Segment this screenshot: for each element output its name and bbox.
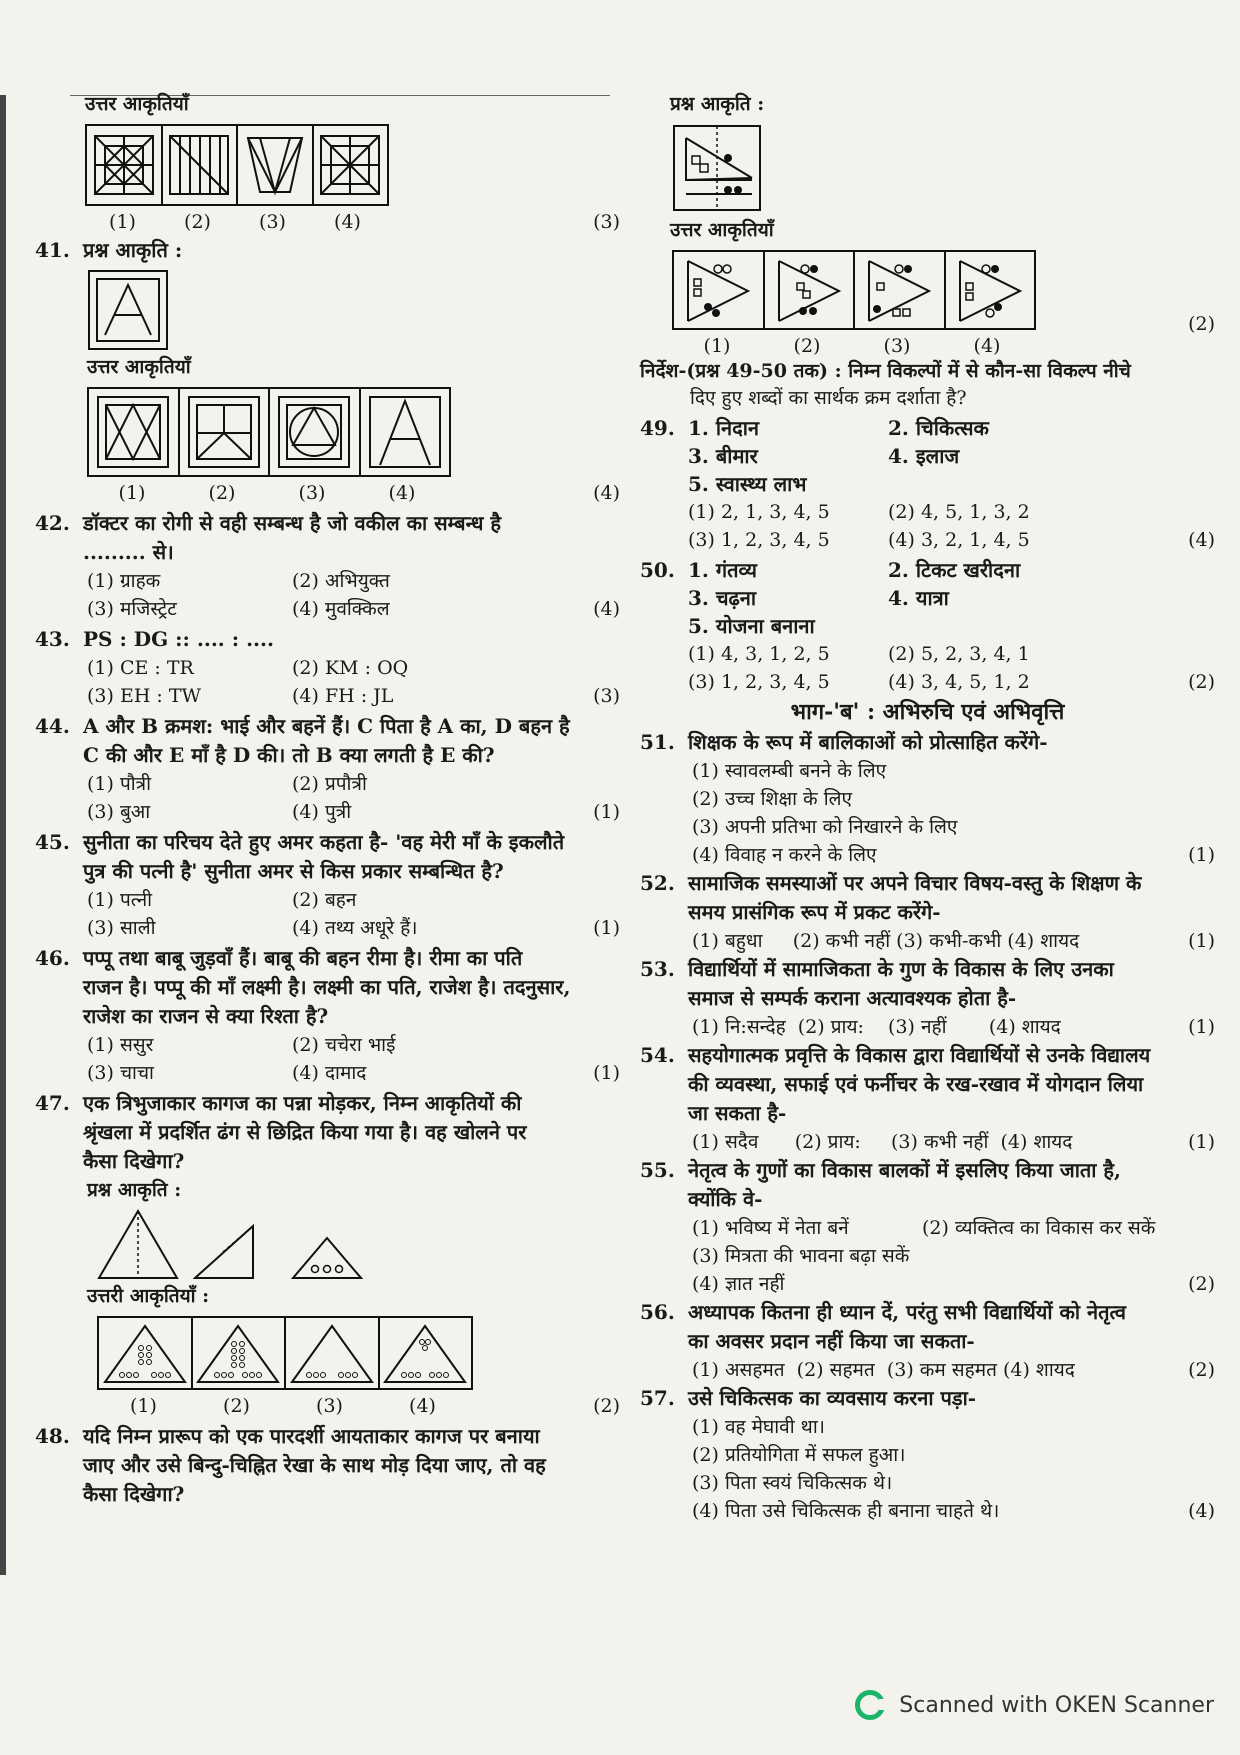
q54-options: (1) सदैव (2) प्राय: (3) कभी नहीं (4) शायद [692, 1131, 1073, 1153]
option-1: (1) CE : TR [87, 657, 194, 679]
question-text-line-1: सहयोगात्मक प्रवृत्ति के विकास द्वारा विद्यार्थियों से उनके विद्यालय [688, 1043, 1151, 1067]
page-edge-shadow [0, 95, 6, 1575]
question-text-line-3: जा सकता है- [688, 1101, 787, 1125]
q57-options [640, 1413, 1215, 1525]
question-41 [35, 236, 620, 265]
option-4: (4) 3, 2, 1, 4, 5 [888, 529, 1030, 551]
question-52 [640, 869, 1215, 927]
q42-options [35, 567, 620, 623]
option-2: (2) अभियुक्त [292, 570, 390, 592]
option-2: (2) प्रतियोगिता में सफल हुआ। [692, 1444, 906, 1466]
option-3: (3) 1, 2, 3, 4, 5 [688, 671, 830, 693]
answer: (1) [1188, 1131, 1215, 1153]
q47-num-2: (2) [223, 1395, 250, 1417]
question-56 [640, 1298, 1215, 1356]
word-1: 1. निदान [688, 416, 760, 440]
fig48-num-3: (3) [883, 335, 911, 357]
scanner-text: Scanned with OKEN Scanner [899, 1692, 1214, 1718]
question-text-line-1: पप्पू तथा बाबू जुड़वाँ हैं। बाबू की बहन रीमा है। रीमा का पति [83, 946, 523, 970]
q47-option-1 [99, 1318, 193, 1388]
fig40-option-1 [87, 126, 163, 204]
answer: (1) [1188, 930, 1215, 952]
answer: (1) [1188, 844, 1215, 866]
q56-options: (1) असहमत (2) सहमत (3) कम सहमत (4) शायद [692, 1359, 1075, 1381]
question-text-line-3: कैसा दिखेगा? [83, 1482, 185, 1506]
answer: (2) [1188, 1273, 1215, 1295]
question-text-line-2: क्योंकि वे- [688, 1187, 763, 1211]
fig48-option-2 [765, 252, 856, 328]
q41-option-3 [270, 389, 361, 475]
question-text-line-2: की व्यवस्था, सफाई एवं फर्नीचर के रख-रखाव में योगदान लिया [688, 1072, 1144, 1096]
q52-options: (1) बहुधा (2) कभी नहीं (3) कभी-कभी (4) शायद [692, 930, 1080, 952]
question-number: 46. [35, 946, 70, 970]
q41-answer-label: उत्तर आकृतियाँ [87, 356, 191, 378]
option-4: (4) पुत्री [292, 801, 352, 823]
answer: (1) [593, 917, 620, 939]
q47-question-label: प्रश्न आकृति : [87, 1179, 182, 1201]
scanner-watermark [855, 1690, 1214, 1720]
q41-num-4: (4) [388, 482, 416, 504]
q51-options [640, 757, 1215, 869]
option-4: (4) दामाद [292, 1062, 367, 1084]
q45-options [35, 886, 620, 942]
question-number: 43. [35, 627, 70, 651]
question-53 [640, 955, 1215, 1013]
question-46 [35, 944, 620, 1031]
question-number: 57. [640, 1386, 675, 1410]
question-text-line-1: A और B क्रमश: भाई और बहनें हैं। C पिता है A का, D बहन है [83, 714, 570, 738]
option-3: (3) पिता स्वयं चिकित्सक थे। [692, 1472, 893, 1494]
option-3: (3) साली [87, 917, 156, 939]
question-number: 56. [640, 1300, 675, 1324]
question-text-line-2: राजन है। पप्पू की माँ लक्ष्मी है। लक्ष्मी का पति, राजेश है। तदनुसार, [83, 975, 571, 999]
q47-triangle-full [97, 1208, 179, 1280]
option-1: (1) ग्राहक [87, 570, 161, 592]
word-3: 3. चढ़ना [688, 586, 757, 610]
question-text-line-2: श्रृंखला में प्रदर्शित ढंग से छिद्रित किया गया है। वह खोलने पर [83, 1120, 527, 1144]
section-heading: भाग-'ब' : अभिरुचि एवं अभिवृत्ति [790, 699, 1065, 725]
option-2: (2) 5, 2, 3, 4, 1 [888, 643, 1030, 665]
fig48-num-2: (2) [793, 335, 821, 357]
question-49 [640, 414, 1215, 554]
fig40-option-4 [314, 126, 388, 204]
question-text: PS : DG :: .... : .... [83, 627, 274, 651]
answer: (1) [1188, 1016, 1215, 1038]
question-text-line-2: जाए और उसे बिन्दु-चिह्नित रेखा के साथ मोड़ दिया जाए, तो वह [83, 1453, 546, 1477]
question-number: 49. [640, 416, 675, 440]
option-1: (1) पौत्री [87, 773, 152, 795]
question-number: 55. [640, 1158, 675, 1182]
option-4: (4) ज्ञात नहीं [692, 1273, 785, 1295]
option-2: (2) चचेरा भाई [292, 1034, 396, 1056]
question-50 [640, 556, 1215, 696]
q47-answer-label: उत्तरी आकृतियाँ : [87, 1285, 210, 1307]
option-1: (1) पत्नी [87, 889, 153, 911]
q41-option-4 [361, 389, 450, 475]
question-text-line-1: सुनीता का परिचय देते हुए अमर कहता है- 'वह मेरी माँ के इकलौते [83, 830, 565, 854]
option-1: (1) 2, 1, 3, 4, 5 [688, 501, 830, 523]
question-text-line-1: डॉक्टर का रोगी से वही सम्बन्ध है जो वकील का सम्बन्ध है [83, 511, 501, 535]
q41-question-figure [87, 269, 169, 351]
right-column [640, 90, 1215, 1525]
option-3: (3) बुआ [87, 801, 151, 823]
fig48-answer: (2) [1188, 313, 1215, 335]
left-column [35, 90, 620, 1509]
question-47 [35, 1089, 620, 1176]
option-4: (4) पिता उसे चिकित्सक ही बनाना चाहते थे। [692, 1500, 1000, 1522]
fig40-answer: (3) [593, 211, 620, 233]
word-3: 3. बीमार [688, 444, 758, 468]
answer: (1) [593, 801, 620, 823]
q47-num-1: (1) [130, 1395, 157, 1417]
question-text: उसे चिकित्सक का व्यवसाय करना पड़ा- [688, 1386, 977, 1410]
option-2: (2) प्रपौत्री [292, 773, 367, 795]
fig40-num-3: (3) [259, 211, 286, 233]
question-51 [640, 728, 1215, 757]
question-text-line-1: सामाजिक समस्याओं पर अपने विचार विषय-वस्तु के शिक्षण के [688, 871, 1142, 895]
word-1: 1. गंतव्य [688, 558, 757, 582]
q41-num-3: (3) [298, 482, 326, 504]
fig48-num-1: (1) [703, 335, 731, 357]
fig40-num-2: (2) [184, 211, 211, 233]
fig48-num-4: (4) [973, 335, 1001, 357]
fig48-question-label: प्रश्न आकृति : [670, 93, 765, 115]
option-2: (2) बहन [292, 889, 357, 911]
q46-options [35, 1031, 620, 1087]
question-55 [640, 1156, 1215, 1214]
q47-option-2 [193, 1318, 287, 1388]
fig48-answer-label: उत्तर आकृतियाँ [670, 219, 774, 241]
question-text-line-3: राजेश का राजन से क्या रिश्ता है? [83, 1004, 329, 1028]
question-number: 47. [35, 1091, 70, 1115]
question-48 [35, 1422, 620, 1509]
q43-options [35, 654, 620, 710]
option-3: (3) मजिस्ट्रेट [87, 598, 177, 620]
option-1: (1) भविष्य में नेता बनें [692, 1217, 849, 1239]
question-57 [640, 1384, 1215, 1413]
word-4: 4. इलाज [888, 444, 960, 468]
option-4: (4) विवाह न करने के लिए [692, 844, 877, 866]
option-4: (4) 3, 4, 5, 1, 2 [888, 671, 1030, 693]
option-1: (1) स्वावलम्बी बनने के लिए [692, 760, 887, 782]
q41-answer: (4) [593, 482, 620, 504]
q53-options: (1) नि:सन्देह (2) प्राय: (3) नहीं (4) शायद [692, 1016, 1061, 1038]
question-text-line-2: का अवसर प्रदान नहीं किया जा सकता- [688, 1329, 975, 1353]
question-text-line-3: कैसा दिखेगा? [83, 1149, 185, 1173]
option-4: (4) तथ्य अधूरे हैं। [292, 917, 418, 939]
q47-option-4 [380, 1318, 472, 1388]
word-5: 5. योजना बनाना [688, 614, 815, 638]
option-2: (2) KM : OQ [292, 657, 409, 679]
direction-line-1: निर्देश-(प्रश्न 49-50 तक) : निम्न विकल्पों में से कौन-सा विकल्प नीचे [640, 360, 1131, 382]
question-number: 54. [640, 1043, 675, 1067]
question-number: 51. [640, 730, 675, 754]
answer: (4) [593, 598, 620, 620]
answer: (2) [1188, 1359, 1215, 1381]
question-number: 45. [35, 830, 70, 854]
q41-option-1 [89, 389, 180, 475]
answer: (4) [1188, 1500, 1215, 1522]
option-2: (2) 4, 5, 1, 3, 2 [888, 501, 1030, 523]
word-4: 4. यात्रा [888, 586, 949, 610]
fig40-option-2 [163, 126, 239, 204]
q47-triangle-folded [193, 1208, 255, 1280]
oken-logo-icon [855, 1690, 885, 1720]
question-number: 44. [35, 714, 70, 738]
fig48-question-figure [672, 124, 762, 212]
fig40-num-4: (4) [334, 211, 361, 233]
word-2: 2. चिकित्सक [888, 416, 989, 440]
q41-option-2 [180, 389, 271, 475]
question-number: 50. [640, 558, 675, 582]
option-1: (1) ससुर [87, 1034, 154, 1056]
question-text-line-2: C की और E माँ है D की। तो B क्या लगती है E की? [83, 743, 495, 767]
fig40-answer-figures [85, 124, 389, 206]
option-3: (3) EH : TW [87, 685, 202, 707]
answer: (1) [593, 1062, 620, 1084]
question-43 [35, 625, 620, 654]
option-3: (3) अपनी प्रतिभा को निखारने के लिए [692, 816, 958, 838]
question-54 [640, 1041, 1215, 1128]
option-3: (3) चाचा [87, 1062, 154, 1084]
q41-num-1: (1) [118, 482, 146, 504]
option-4: (4) मुवक्किल [292, 598, 390, 620]
q47-num-3: (3) [316, 1395, 343, 1417]
option-2: (2) उच्च शिक्षा के लिए [692, 788, 852, 810]
word-2: 2. टिकट खरीदना [888, 558, 1021, 582]
q44-options [35, 770, 620, 826]
question-text: प्रश्न आकृति : [83, 238, 183, 262]
option-4: (4) FH : JL [292, 685, 394, 707]
fig48-option-4 [946, 252, 1035, 328]
q55-options [640, 1214, 1215, 1298]
option-1: (1) वह मेघावी था। [692, 1416, 825, 1438]
option-1: (1) 4, 3, 1, 2, 5 [688, 643, 830, 665]
direction-line-2: दिए हुए शब्दों का सार्थक क्रम दर्शाता है? [690, 387, 967, 409]
question-42 [35, 509, 620, 567]
fig48-option-3 [855, 252, 946, 328]
q47-answer: (2) [593, 1395, 620, 1417]
q47-answer-figures [97, 1316, 473, 1390]
answer: (2) [1188, 671, 1215, 693]
question-number: 53. [640, 957, 675, 981]
question-44 [35, 712, 620, 770]
q47-triangle-punched [291, 1236, 363, 1280]
question-text-line-1: एक त्रिभुजाकार कागज का पन्ना मोड़कर, निम्न आकृतियों की [83, 1091, 522, 1115]
question-number: 41. [35, 238, 70, 262]
question-45 [35, 828, 620, 886]
question-number: 48. [35, 1424, 70, 1448]
question-text-line-2: समय प्रासंगिक रूप में प्रकट करेंगे- [688, 900, 941, 924]
q47-question-figures [97, 1208, 620, 1280]
fig40-option-3 [238, 126, 314, 204]
answer: (3) [593, 685, 620, 707]
question-text-line-2: ......... से। [83, 540, 174, 564]
fig40-answer-label: उत्तर आकृतियाँ [85, 93, 189, 115]
question-number: 42. [35, 511, 70, 535]
question-text-line-2: समाज से सम्पर्क कराना अत्यावश्यक होता है- [688, 986, 1017, 1010]
question-text-line-2: पुत्र की पत्नी है' सुनीता अमर से किस प्रकार सम्बन्धित है? [83, 859, 504, 883]
option-3: (3) 1, 2, 3, 4, 5 [688, 529, 830, 551]
fig48-option-1 [674, 252, 765, 328]
q41-answer-figures [87, 387, 451, 477]
word-5: 5. स्वास्थ्य लाभ [688, 472, 807, 496]
option-3: (3) मित्रता की भावना बढ़ा सकें [692, 1245, 910, 1267]
question-text-line-1: अध्यापक कितना ही ध्यान दें, परंतु सभी विद्यार्थियों को नेतृत्व [688, 1300, 1126, 1324]
direction-49-50 [640, 358, 1215, 412]
question-text-line-1: विद्यार्थियों में सामाजिकता के गुण के विकास के लिए उनका [688, 957, 1114, 981]
q47-option-3 [286, 1318, 380, 1388]
fig48-answer-figures [672, 250, 1036, 330]
q47-num-4: (4) [409, 1395, 436, 1417]
fig40-num-1: (1) [109, 211, 136, 233]
question-text: शिक्षक के रूप में बालिकाओं को प्रोत्साहित करेंगे- [688, 730, 1048, 754]
question-number: 52. [640, 871, 675, 895]
q41-num-2: (2) [208, 482, 236, 504]
question-text-line-1: यदि निम्न प्रारूप को एक पारदर्शी आयताकार कागज पर बनाया [83, 1424, 540, 1448]
answer: (4) [1188, 529, 1215, 551]
question-text-line-1: नेतृत्व के गुणों का विकास बालकों में इसलिए किया जाता है, [688, 1158, 1122, 1182]
option-2: (2) व्यक्तित्व का विकास कर सकें [922, 1217, 1156, 1239]
